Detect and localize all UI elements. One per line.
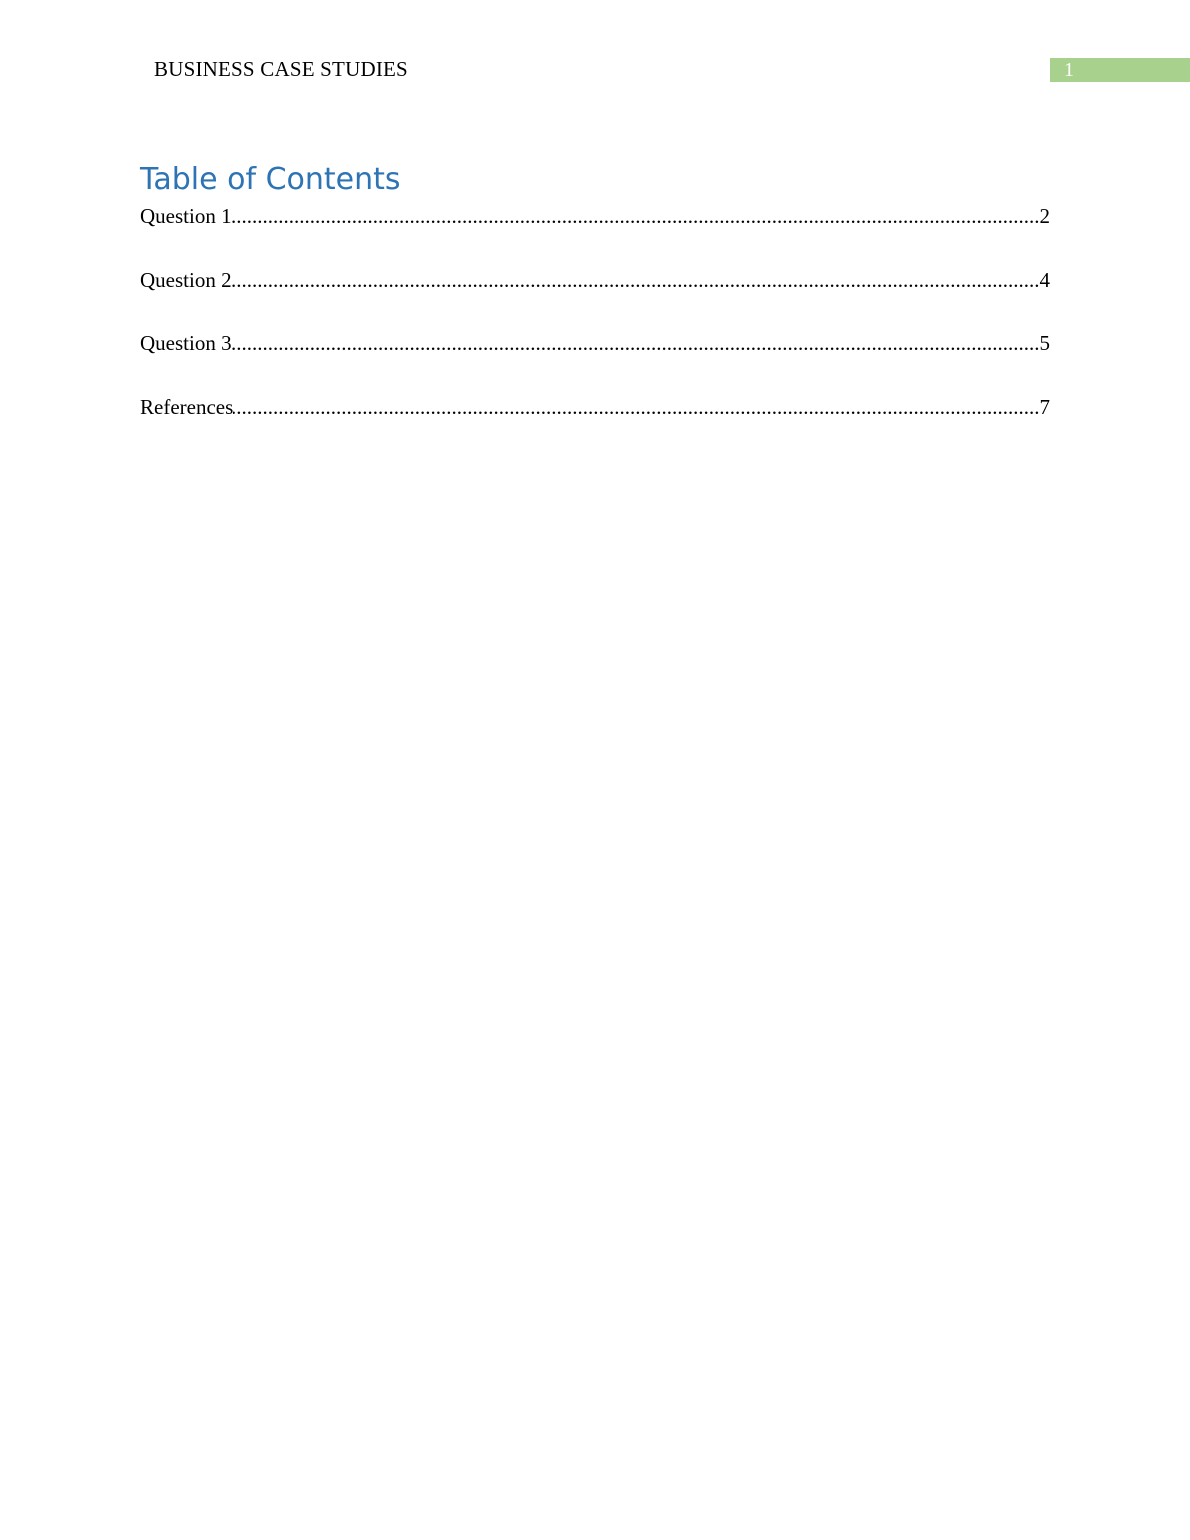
toc-entry-question-3[interactable] bbox=[140, 327, 1050, 391]
toc-entry-page: 5 bbox=[1039, 331, 1050, 355]
toc-entry-question-1[interactable] bbox=[140, 200, 1050, 264]
toc-entry-question-2[interactable] bbox=[140, 264, 1050, 328]
toc-entry-label: Question 1 bbox=[140, 204, 232, 228]
toc-entry-references[interactable] bbox=[140, 391, 1050, 455]
toc-dot-leader bbox=[232, 200, 1040, 232]
toc-dot-leader bbox=[232, 327, 1040, 359]
toc-dot-leader bbox=[233, 391, 1039, 423]
toc-entry-page: 4 bbox=[1039, 267, 1050, 292]
toc-entry-label: Question 3 bbox=[140, 331, 232, 355]
toc-list bbox=[140, 200, 1050, 454]
toc-dot-leader bbox=[232, 264, 1040, 296]
running-header-title: BUSINESS CASE STUDIES bbox=[154, 57, 408, 81]
page-number-badge: 1 bbox=[1050, 58, 1190, 82]
toc-entry-label: Question 2 bbox=[140, 267, 232, 292]
toc-heading: Table of Contents bbox=[140, 162, 401, 197]
toc-entry-label: References bbox=[140, 394, 234, 419]
toc-entry-page: 7 bbox=[1039, 394, 1050, 419]
toc-entry-page: 2 bbox=[1039, 204, 1050, 228]
